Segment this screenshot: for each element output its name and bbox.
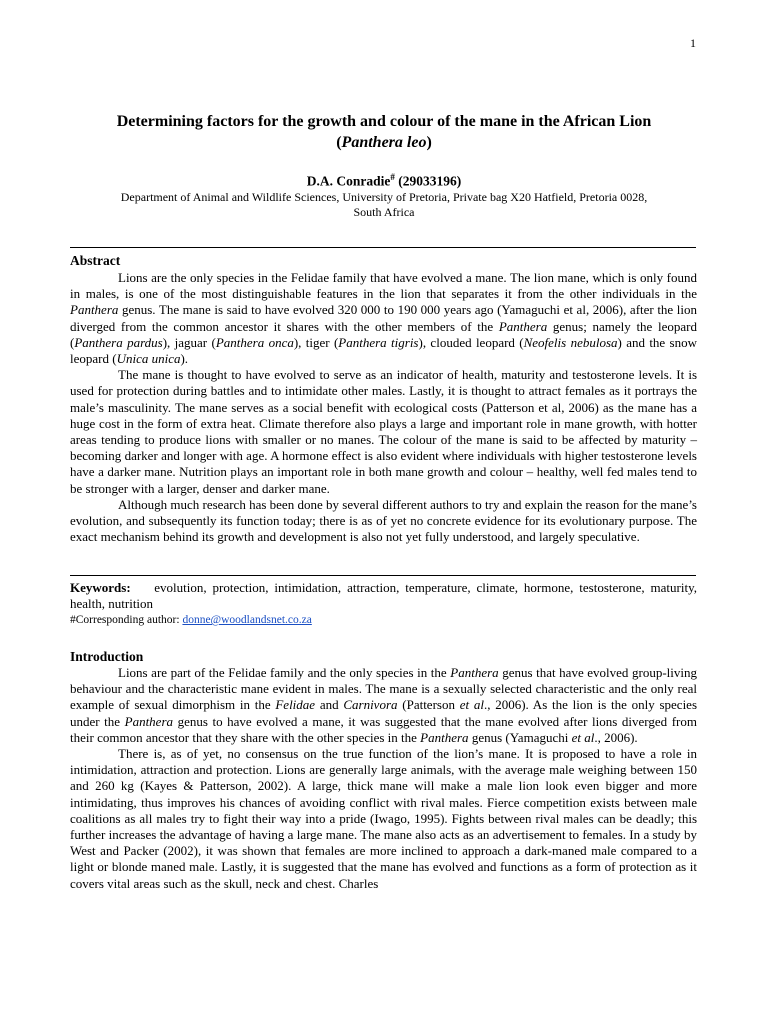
italic-run: Unica unica [116,351,181,367]
italic-run: Felidae [275,697,316,713]
text-run: genus. The mane is said to have evolved 320 000 to 190 000 years ago (Yamaguchi et al, 2006), after the lion diverged from the common ancestor it shares with the other members of the [70,302,697,334]
italic-run: Neofelis nebulosa [523,334,618,350]
affiliation-line-1: Department of Animal and Wildlife Sciences, University of Pretoria, Private bag X20 Hatfield, Pretoria 0028, [120,190,648,204]
affiliation [90,190,678,220]
text-run: Lions are part of the Felidae family and the only species in the [118,665,451,680]
text-run: genus to have evolved a mane, it was suggested that the mane evolved after lions diverged from their common ancestor that they share with the other species in the [70,713,697,745]
abstract-paragraph-3 [70,497,697,546]
title-species: Panthera leo [341,134,427,151]
italic-run: Panthera [70,302,119,318]
abstract-paragraph-2 [70,367,697,497]
text-run: ) and the snow leopard ( [70,334,698,367]
affiliation-line-2: South Africa [353,205,415,219]
text-run: ). [180,351,189,367]
text-run: ), jaguar ( [162,334,216,350]
abstract-heading: Abstract [70,253,121,268]
text-run: ., 2006). [594,729,638,745]
author-marker: # [390,172,395,182]
italic-run: Carnivora [343,697,398,713]
title-paren-open: ( [336,134,342,151]
text-run: and [315,697,344,713]
italic-run: Panthera [498,318,548,334]
text-run: genus (Yamaguchi [468,729,572,745]
title-paren-close: ) [426,134,432,151]
abstract-body [70,270,697,545]
divider-top [70,247,696,248]
author-id: (29033196) [394,173,462,189]
introduction-paragraph-1 [70,665,697,746]
introduction-paragraph-2 [70,746,697,892]
author-name: D.A. Conradie [306,173,391,189]
author-line [60,172,708,190]
keywords [70,580,697,612]
page-number: 1 [690,36,696,50]
keywords-text: evolution, protection, intimidation, attraction, temperature, climate, hormone, testosterone, maturity, health, nutrition [70,580,697,612]
text-run: genus; namely the leopard ( [70,318,697,350]
abstract-paragraph-1 [70,270,697,367]
keywords-label: Keywords: [70,580,131,595]
italic-run: Panthera onca [215,334,294,350]
corresponding-email-link[interactable]: donne@woodlandsnet.co.za [182,614,312,626]
corresponding-label: #Corresponding author: [70,614,183,626]
text-run: Lions are the only species in the Felidae family that have evolved a mane. The lion mane, which is only found in males, is one of the most distinguishable features in the lion that separates it from the other individuals in the [70,270,697,302]
title-line-1: Determining factors for the growth and colour of the mane in the African Lion [116,113,652,130]
italic-run: Panthera pardus [74,334,163,350]
text-run: (Patterson [397,697,460,713]
title-line-2 [60,132,708,153]
text-run: Although much research has been done by several different authors to try and explain the reason for the mane’s evolution, and subsequently its function today; there is as of yet no concrete evidence for its evolutionary purpose. The exact mechanism behind its growth and development is also not yet fully understood, and largely speculative. [70,496,697,545]
text-run: ), clouded leopard ( [418,334,524,350]
italic-run: Panthera [420,729,469,745]
text-run: There is, as of yet, no consensus on the true function of the lion’s mane. It is proposed to have a role in intimidation, attraction and protection. Lions are generally large animals, with the average male weighing between 150 and 260 kg (Kayes & Patterson, 2002). A large, thick mane will make a male lion look even bigger and more intimidating, thus improves his chances of avoiding conflict with rival males. Fierce competition exists between male coalitions as all males try to fight their way into a pride (Iwago, 1995). Fights between rival males can be deadly; this further increases the advantage of having a large mane. The mane also acts as an advertisement to females. In a study by West and Packer (2002), it was shown that females are more inclined to approach a dark-maned male compared to a light or blonde maned male. Lastly, it is suggested that the mane has evolved and functions as a form of protection as it covers vital areas such as the skull, neck and chest. Charles [70,746,697,891]
text-run: genus that have evolved group-living behaviour and the characteristic mane evident in males. The mane is a sexually selected characteristic and the only real example of sexual dimorphism in the [70,665,697,713]
text-run: ), tiger ( [293,334,339,350]
italic-run: Panthera [124,713,174,729]
italic-run: Panthera [450,665,499,680]
introduction-heading: Introduction [70,649,144,664]
text-run: The mane is thought to have evolved to serve as an indicator of health, maturity and testosterone levels. It is used for protection during battles and to intimidate other males. Lastly, it is thought to attract females as it portrays the male’s masculinity. The mane serves as a social benefit with ecological costs (Patterson et al, 2006) as the mane has a huge cost in the form of extra heat. Climate therefore also plays a large and important role in mane growth, with hotter areas tending to produce lions with smaller or no manes. The colour of the mane is said to be affected by maturity – becoming darker and longer with age. A hormone effect is also evident where individuals with higher testosterone levels have a darker mane. Nutrition plays an important role in both mane growth and colour – healthy, well fed males tend to be stronger with a larger, denser and darker mane. [70,367,697,496]
text-run: ., 2006). As the lion is the only species under the [70,697,698,729]
italic-run: et al [459,697,484,713]
corresponding-author [70,614,312,626]
italic-run: Panthera tigris [338,334,419,350]
italic-run: et al [571,729,595,745]
introduction-body [70,665,697,892]
paper-title [60,111,708,153]
divider-keywords [70,575,696,576]
